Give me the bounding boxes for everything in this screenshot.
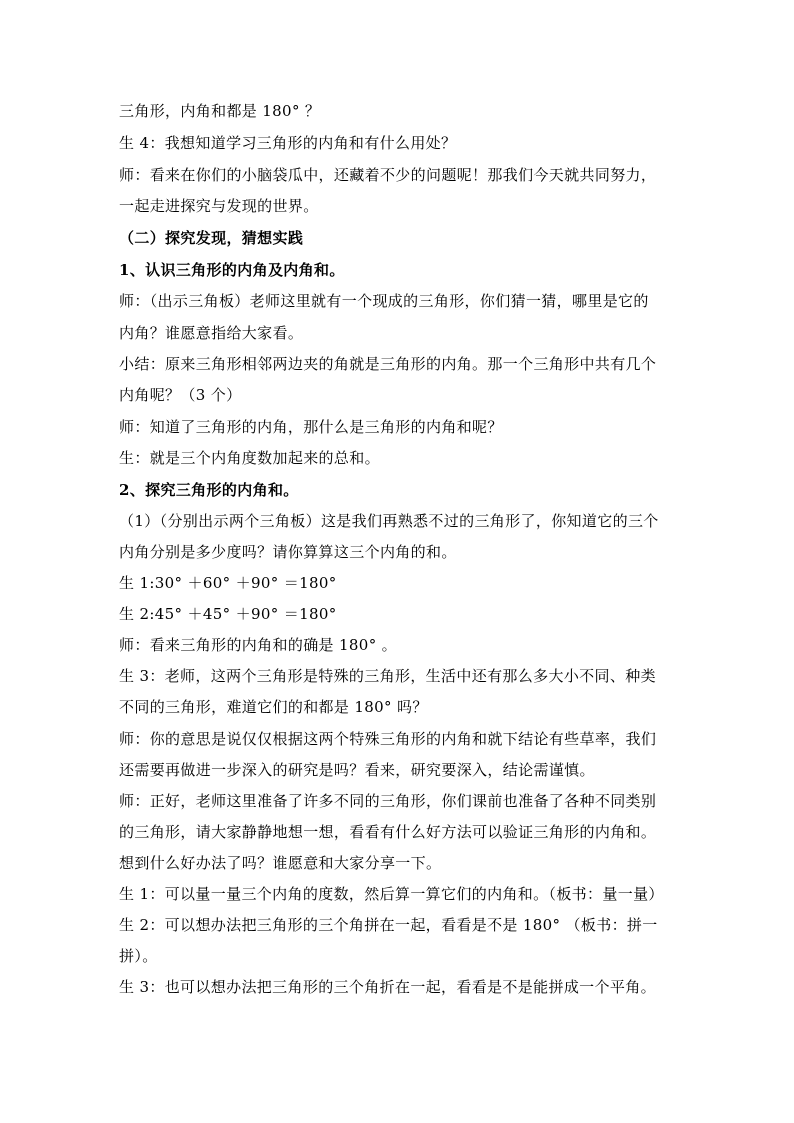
subsection-heading: 1、认识三角形的内角及内角和。	[119, 261, 345, 279]
text-line: 师：（出示三角板）老师这里就有一个现成的三角形，你们猜一猜，哪里是它的	[119, 292, 649, 310]
equation-line: 生 2:45° ＋45° ＋90° ＝180°	[119, 605, 337, 623]
text-line: 不同的三角形，难道它们的和都是 180° 吗？	[119, 698, 428, 716]
text-line: 生 3：也可以想办法把三角形的三个角折在一起，看看是不是能拼成一个平角。	[119, 978, 656, 996]
text-line: 生 2：可以想办法把三角形的三个角拼在一起，看看是不是 180° （板书：拼一	[119, 916, 658, 934]
text-line: 生：就是三个内角度数加起来的总和。	[119, 449, 380, 467]
text-line: 生 4：我想知道学习三角形的内角和有什么用处？	[119, 134, 457, 152]
text-line: 小结：原来三角形相邻两边夹的角就是三角形的内角。那一个三角形中共有几个	[119, 355, 657, 373]
text-line: 师：看来在你们的小脑袋瓜中，还藏着不少的问题呢！那我们今天就共同努力，	[119, 166, 657, 184]
text-line: 一起走进探究与发现的世界。	[119, 197, 319, 215]
text-line: 师：看来三角形的内角和的确是 180° 。	[119, 636, 398, 654]
text-line: 生 1：可以量一量三个内角的度数，然后算一算它们的内角和。（板书：量一量）	[119, 885, 664, 903]
text-line: 内角分别是多少度吗？请你算算这三个内角的和。	[119, 543, 457, 561]
text-line: 师：知道了三角形的内角，那什么是三角形的内角和呢？	[119, 418, 503, 436]
text-line: 生 3：老师，这两个三角形是特殊的三角形，生活中还有那么多大小不同、种类	[119, 667, 656, 685]
subsection-heading: 2、探究三角形的内角和。	[119, 481, 299, 499]
text-line: 还需要再做进一步深入的研究是吗？看来，研究要深入，结论需谨慎。	[119, 761, 595, 779]
text-line: 内角？谁愿意指给大家看。	[119, 324, 304, 342]
text-line: （1）（分别出示两个三角板）这是我们再熟悉不过的三角形了，你知道它的三个	[119, 512, 659, 530]
text-line: 师：正好，老师这里准备了许多不同的三角形，你们课前也准备了各种不同类别	[119, 792, 657, 810]
text-line: 的三角形，请大家静静地想一想，看看有什么好方法可以验证三角形的内角和。	[119, 823, 657, 841]
text-line: 想到什么好办法了吗？谁愿意和大家分享一下。	[119, 854, 442, 872]
section-heading: （二）探究发现，猜想实践	[119, 229, 304, 247]
text-line: 内角呢？（3 个）	[119, 386, 242, 404]
text-line: 拼）。	[119, 947, 158, 965]
equation-line: 生 1:30° ＋60° ＋90° ＝180°	[119, 574, 337, 592]
text-line: 师：你的意思是说仅仅根据这两个特殊三角形的内角和就下结论有些草率，我们	[119, 730, 657, 748]
text-line: 三角形，内角和都是 180° ？	[119, 102, 321, 120]
